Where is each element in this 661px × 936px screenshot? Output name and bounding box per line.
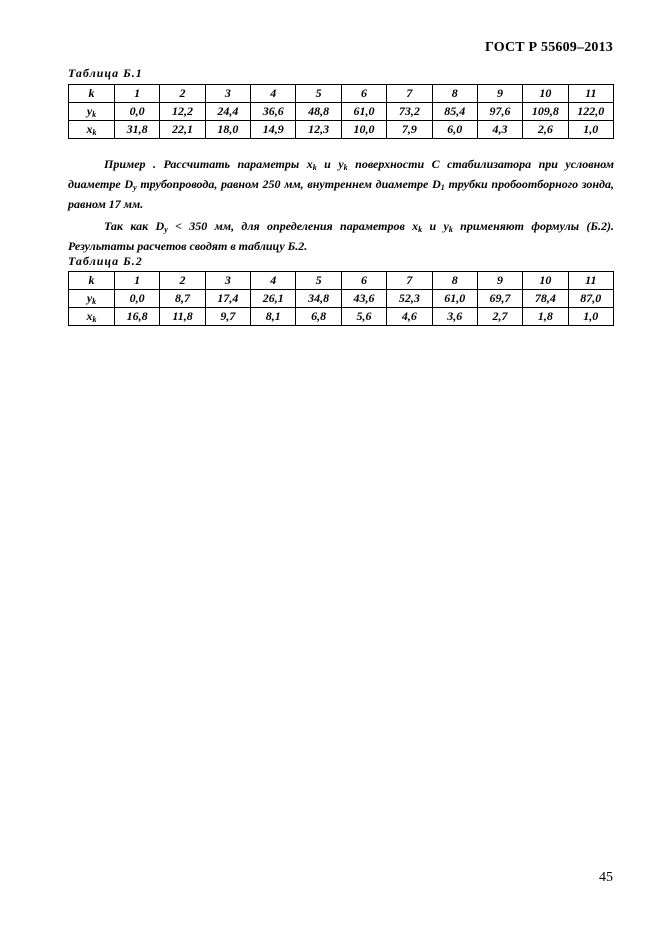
table-cell: 2,6 [523,121,568,139]
table-cell: 97,6 [477,103,522,121]
table-2 [68,271,614,326]
table-cell: 73,2 [387,103,432,121]
text-run: применяют формулы (Б.2). Результаты расчетов сводят в таблицу Б.2. [68,219,615,253]
text-run: < 350 мм, для определения параметров x [167,219,419,233]
x-subscript: k [92,315,97,324]
table-2-row-y [69,290,614,308]
subscript: y [133,183,137,192]
y-subscript: k [92,110,97,119]
table-1-k-label: k [69,85,115,103]
table-cell: 17,4 [205,290,250,308]
table-cell: 8 [432,272,477,290]
table-cell: 6 [341,272,386,290]
table-cell: 5 [296,85,341,103]
table-cell: 2 [160,85,205,103]
table-1-row-y [69,103,614,121]
table-cell: 48,8 [296,103,341,121]
table-cell: 1,8 [523,308,568,326]
table-cell: 34,8 [296,290,341,308]
table-cell: 1,0 [568,121,613,139]
text-run: Так как D [104,219,165,233]
table-cell: 0,0 [115,290,160,308]
example-paragraph [68,154,614,214]
y-symbol: y [86,291,93,305]
table-cell: 52,3 [387,290,432,308]
table-cell: 36,6 [251,103,296,121]
subscript: 1 [440,183,445,192]
table-cell: 0,0 [115,103,160,121]
text-run: поверхности С стабилизатора при условном диаметре D [68,157,615,191]
table-cell: 2 [160,272,205,290]
document-code: ГОСТ Р 55609–2013 [484,40,613,55]
x-symbol: x [86,122,93,136]
table-cell: 3 [205,272,250,290]
table-cell: 7 [387,85,432,103]
table-cell: 69,7 [477,290,522,308]
table-cell: 16,8 [115,308,160,326]
table-cell: 6 [341,85,386,103]
table-cell: 61,0 [341,103,386,121]
table-1-x-label [69,121,115,139]
table-cell: 31,8 [115,121,160,139]
table-cell: 10 [523,272,568,290]
table-cell: 61,0 [432,290,477,308]
table-cell: 4,3 [477,121,522,139]
table-cell: 85,4 [432,103,477,121]
table-2-row-k [69,272,614,290]
table-2-row-x [69,308,614,326]
x-symbol: x [86,309,93,323]
table-cell: 109,8 [523,103,568,121]
table-cell: 14,9 [251,121,296,139]
table-cell: 12,3 [296,121,341,139]
table-cell: 122,0 [568,103,613,121]
table-cell: 18,0 [205,121,250,139]
table-cell: 3,6 [432,308,477,326]
y-subscript: k [92,297,97,306]
table-cell: 1 [115,85,160,103]
table-1-caption: Таблица Б.1 [68,66,143,80]
table-cell: 11 [568,85,613,103]
table-cell: 43,6 [341,290,386,308]
table-cell: 8 [432,85,477,103]
table-1-row-x [69,121,614,139]
table-cell: 1,0 [568,308,613,326]
table-2-x-label [69,308,115,326]
table-cell: 2,7 [477,308,522,326]
table-cell: 7 [387,272,432,290]
subscript: k [312,163,317,172]
table-cell: 7,9 [387,121,432,139]
table-cell: 26,1 [251,290,296,308]
table-cell: 10,0 [341,121,386,139]
table-cell: 8,7 [160,290,205,308]
text-run: трубки пробоотборного зонда, равном 17 мм. [68,177,615,211]
table-cell: 22,1 [160,121,205,139]
table-cell: 9,7 [205,308,250,326]
text-run: Пример . Рассчитать параметры x [104,157,313,171]
table-cell: 12,2 [160,103,205,121]
text-run: трубопровода, равном 250 мм, внутреннем диаметре D [136,177,441,191]
table-cell: 5 [296,272,341,290]
x-subscript: k [92,128,97,137]
table-cell: 6,0 [432,121,477,139]
subscript: k [343,163,348,172]
table-cell: 4 [251,85,296,103]
text-run: и y [316,157,344,171]
table-cell: 6,8 [296,308,341,326]
subscript: k [448,225,453,234]
text-run: и y [422,219,449,233]
table-cell: 1 [115,272,160,290]
calculation-paragraph [68,216,614,256]
table-cell: 4,6 [387,308,432,326]
table-2-k-label: k [69,272,115,290]
table-1 [68,84,614,139]
table-cell: 11,8 [160,308,205,326]
table-cell: 5,6 [341,308,386,326]
subscript: y [164,225,168,234]
table-cell: 8,1 [251,308,296,326]
table-2-caption: Таблица Б.2 [68,254,143,268]
table-cell: 24,4 [205,103,250,121]
table-cell: 10 [523,85,568,103]
table-1-y-label [69,103,115,121]
table-1-row-k [69,85,614,103]
table-cell: 78,4 [523,290,568,308]
subscript: k [418,225,423,234]
table-cell: 3 [205,85,250,103]
table-cell: 87,0 [568,290,613,308]
page-number: 45 [599,870,613,885]
table-cell: 9 [477,85,522,103]
table-2-y-label [69,290,115,308]
table-cell: 9 [477,272,522,290]
table-cell: 11 [568,272,613,290]
y-symbol: y [86,104,93,118]
table-cell: 4 [251,272,296,290]
